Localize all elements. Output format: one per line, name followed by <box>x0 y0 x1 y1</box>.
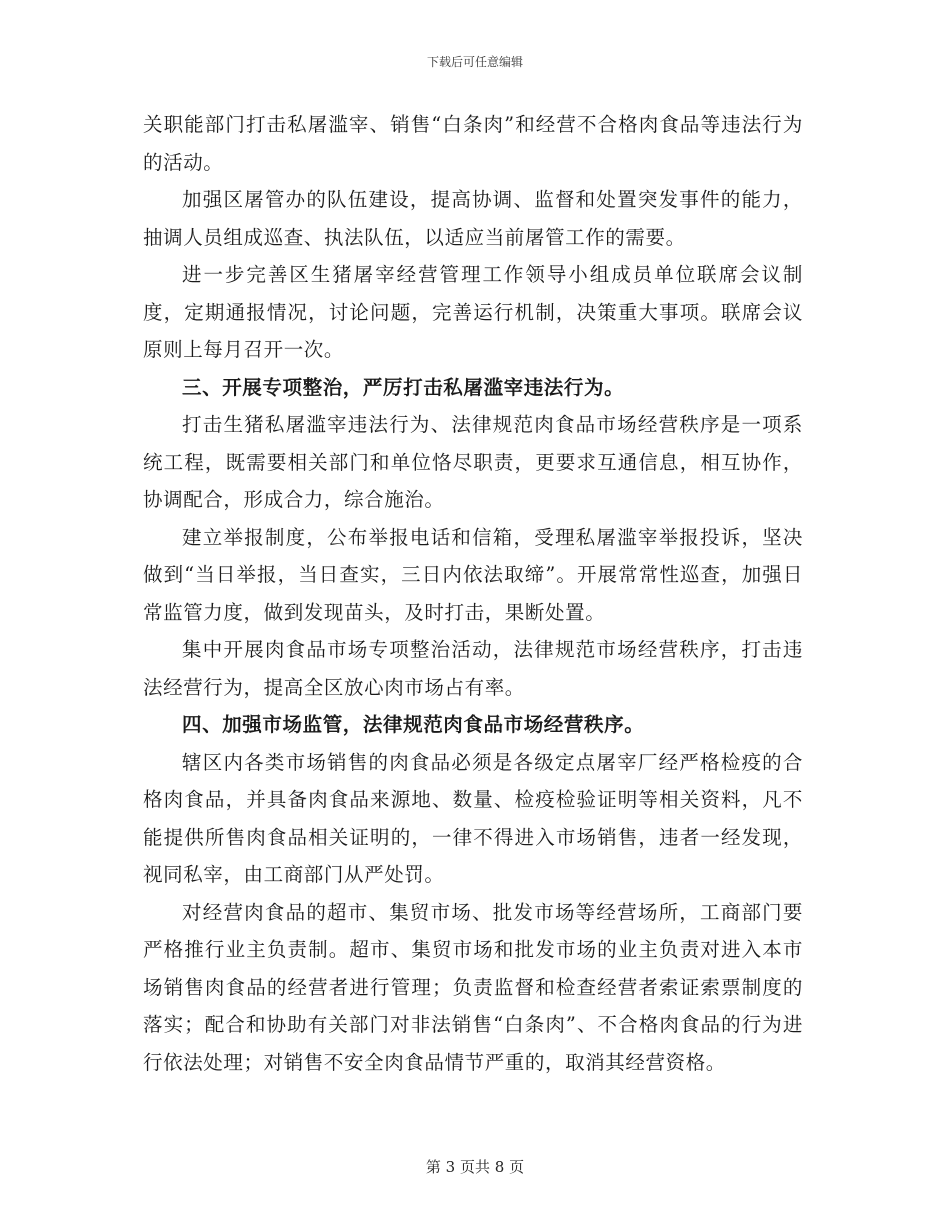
paragraph-continuation: 关职能部门打击私屠滥宰、销售“白条肉”和经营不合格肉食品等违法行为的活动。 <box>143 113 803 174</box>
section-heading: 四、加强市场监管，法律规范肉食品市场经营秩序。 <box>182 713 645 736</box>
page-header: 下载后可任意编辑 <box>426 55 523 69</box>
paragraph: 打击生猪私屠滥宰违法行为、法律规范肉食品市场经营秩序是一项系统工程，既需要相关部门和单位恪尽职责，更要求互通信息，相互协作，协调配合，形成合力，综合施治。 <box>143 413 803 511</box>
paragraph: 加强区屠管办的队伍建设，提高协调、监督和处置突发事件的能力，抽调人员组成巡查、执法队伍，以适应当前屠管工作的需要。 <box>143 188 803 249</box>
paragraph: 辖区内各类市场销售的肉食品必须是各级定点屠宰厂经严格检疫的合格肉食品，并具备肉食品来源地、数量、检疫检验证明等相关资料，凡不能提供所售肉食品相关证明的，一律不得进入市场销售，违者一经发现，视同私宰，由工商部门从严处罚。 <box>143 750 803 886</box>
paragraph: 建立举报制度，公布举报电话和信箱，受理私屠滥宰举报投诉，坚决做到“当日举报，当日查实，三日内依法取缔”。开展常常性巡查，加强日常监管力度，做到发现苗头，及时打击，果断处置。 <box>143 525 803 624</box>
document-body <box>143 106 803 1081</box>
page-number: 第 3 页共 8 页 <box>425 1158 525 1176</box>
section-heading: 三、开展专项整治，严厉打击私屠滥宰违法行为。 <box>182 375 625 399</box>
paragraph: 进一步完善区生猪屠宰经营管理工作领导小组成员单位联席会议制度，定期通报情况，讨论问题，完善运行机制，决策重大事项。联席会议原则上每月召开一次。 <box>143 263 803 361</box>
paragraph: 集中开展肉食品市场专项整治活动，法律规范市场经营秩序，打击违法经营行为，提高全区放心肉市场占有率。 <box>143 638 803 699</box>
paragraph: 对经营肉食品的超市、集贸市场、批发市场等经营场所，工商部门要严格推行业主负责制。超市、集贸市场和批发市场的业主负责对进入本市场销售肉食品的经营者进行管理；负责监督和检查经营者索证索票制度的落实；配合和协助有关部门对非法销售“白条肉”、不合格肉食品的行为进行依法处理；对销售不安全肉食品情节严重的，取消其经营资格。 <box>143 900 803 1074</box>
